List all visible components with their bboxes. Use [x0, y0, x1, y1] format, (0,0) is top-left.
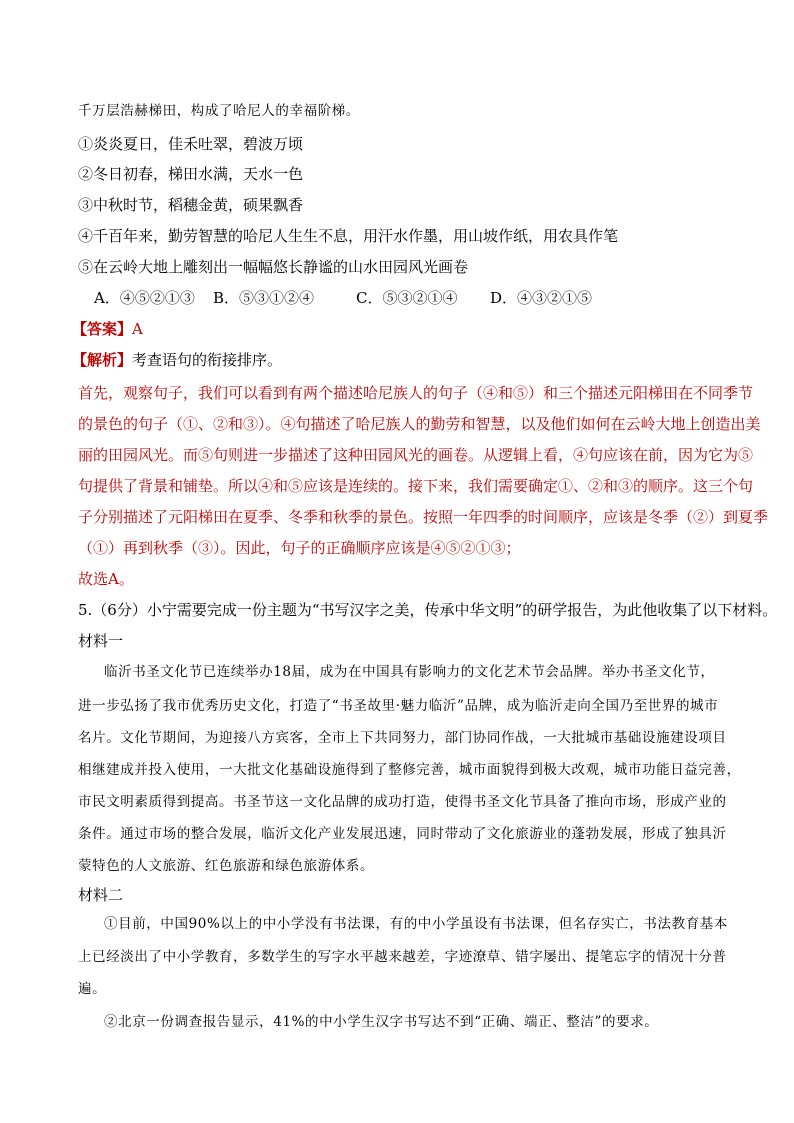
option-2: ②冬日初春，梯田水满，天水一色 [78, 165, 304, 183]
choice-a: A．④⑤②①③ [94, 289, 195, 307]
choice-b: B．⑤③①②④ [213, 289, 315, 307]
analysis-line: 丽的田园风光。而⑤句则进一步描述了这种田园风光的画卷。从逻辑上看，④句应该在前，因为它为⑤ [78, 446, 754, 464]
option-3: ③中秋时节，稻穗金黄，硕果飘香 [78, 196, 304, 214]
material-2-line: ①目前，中国90%以上的中小学没有书法课，有的中小学虽设有书法课，但名存实亡，书法教育基本 [104, 916, 729, 932]
material-1-heading: 材料一 [78, 632, 124, 650]
material-2-line: 上已经淡出了中小学教育，多数学生的写字水平越来越差，字迹潦草、错字屡出、提笔忘字的情况十分普 [78, 949, 727, 965]
material-1-line: 相继建成并投入使用，一大批文化基础设施得到了整修完善，城市面貌得到极大改观，城市功能日益完善， [78, 762, 741, 778]
intro-line: 千万层浩赫梯田，构成了哈尼人的幸福阶梯。 [78, 103, 360, 119]
material-1-line: 进一步弘扬了我市优秀历史文化，打造了“书圣故里·魅力临沂”品牌，成为临沂走向全国乃至世界的城市 [78, 698, 719, 714]
material-2-line: 遍。 [78, 981, 107, 997]
material-2-heading: 材料二 [78, 886, 124, 904]
analysis-conclusion: 故选A。 [78, 570, 134, 588]
material-2-line: ②北京一份调查报告显示，41%的中小学生汉字书写达不到“正确、端正、整洁”的要求。 [104, 1014, 659, 1030]
answer-line [72, 318, 143, 340]
choice-d: D．④③②①⑤ [490, 289, 593, 307]
option-4: ④千百年来，勤劳智慧的哈尼人生生不息，用汗水作墨，用山坡作纸，用农具作笔 [78, 227, 619, 245]
analysis-line: 子分别描述了元阳梯田在夏季、冬季和秋季的景色。按照一年四季的时间顺序，应该是冬季（②）到夏季 [78, 508, 769, 526]
material-1-line: 条件。通过市场的整合发展，临沂文化产业发展迅速，同时带动了文化旅游业的蓬勃发展，形成了独具沂 [78, 826, 727, 842]
analysis-line: 的景色的句子（①、②和③）。④句描述了哈尼族人的勤劳和智慧，以及他们如何在云岭大地上创造出美 [78, 415, 761, 433]
choice-c: C．⑤③②①④ [356, 289, 458, 307]
option-5: ⑤在云岭大地上雕刻出一幅幅悠长静谧的山水田园风光画卷 [78, 258, 469, 276]
material-1-line: 名片。文化节期间，为迎接八方宾客，全市上下共同努力，部门协同作战，一大批城市基础设施建设项目 [78, 730, 727, 746]
question-5: 5.（6分）小宁需要完成一份主题为“书写汉字之美，传承中华文明”的研学报告，为此他收集了以下材料。 [78, 601, 778, 619]
analysis-tag: 【解析】 [72, 351, 133, 369]
analysis-heading [72, 349, 282, 371]
material-1-line: 市民文明素质得到提高。书圣节这一文化品牌的成功打造，使得书圣文化节具备了推向市场，形成产业的 [78, 794, 727, 810]
option-1: ①炎炎夏日，佳禾吐翠，碧波万顷 [78, 135, 304, 153]
analysis-summary: 考查语句的衔接排序。 [132, 351, 283, 369]
analysis-line: 首先，观察句子，我们可以看到有两个描述哈尼族人的句子（④和⑤）和三个描述元阳梯田在不同季节 [78, 384, 754, 402]
analysis-line: 句提供了背景和铺垫。所以④和⑤应该是连续的。接下来，我们需要确定①、②和③的顺序。这三个句 [78, 477, 754, 495]
analysis-line: （①）再到秋季（③）。因此，句子的正确顺序应该是④⑤②①③； [78, 539, 521, 557]
answer-tag: 【答案】 [72, 320, 133, 338]
answer-value: A [132, 320, 143, 338]
material-1-line: 临沂书圣文化节已连续举办18届，成为在中国具有影响力的文化艺术节会品牌。举办书圣文化节， [104, 664, 715, 680]
material-1-line: 蒙特色的人文旅游、红色旅游和绿色旅游体系。 [78, 858, 375, 874]
